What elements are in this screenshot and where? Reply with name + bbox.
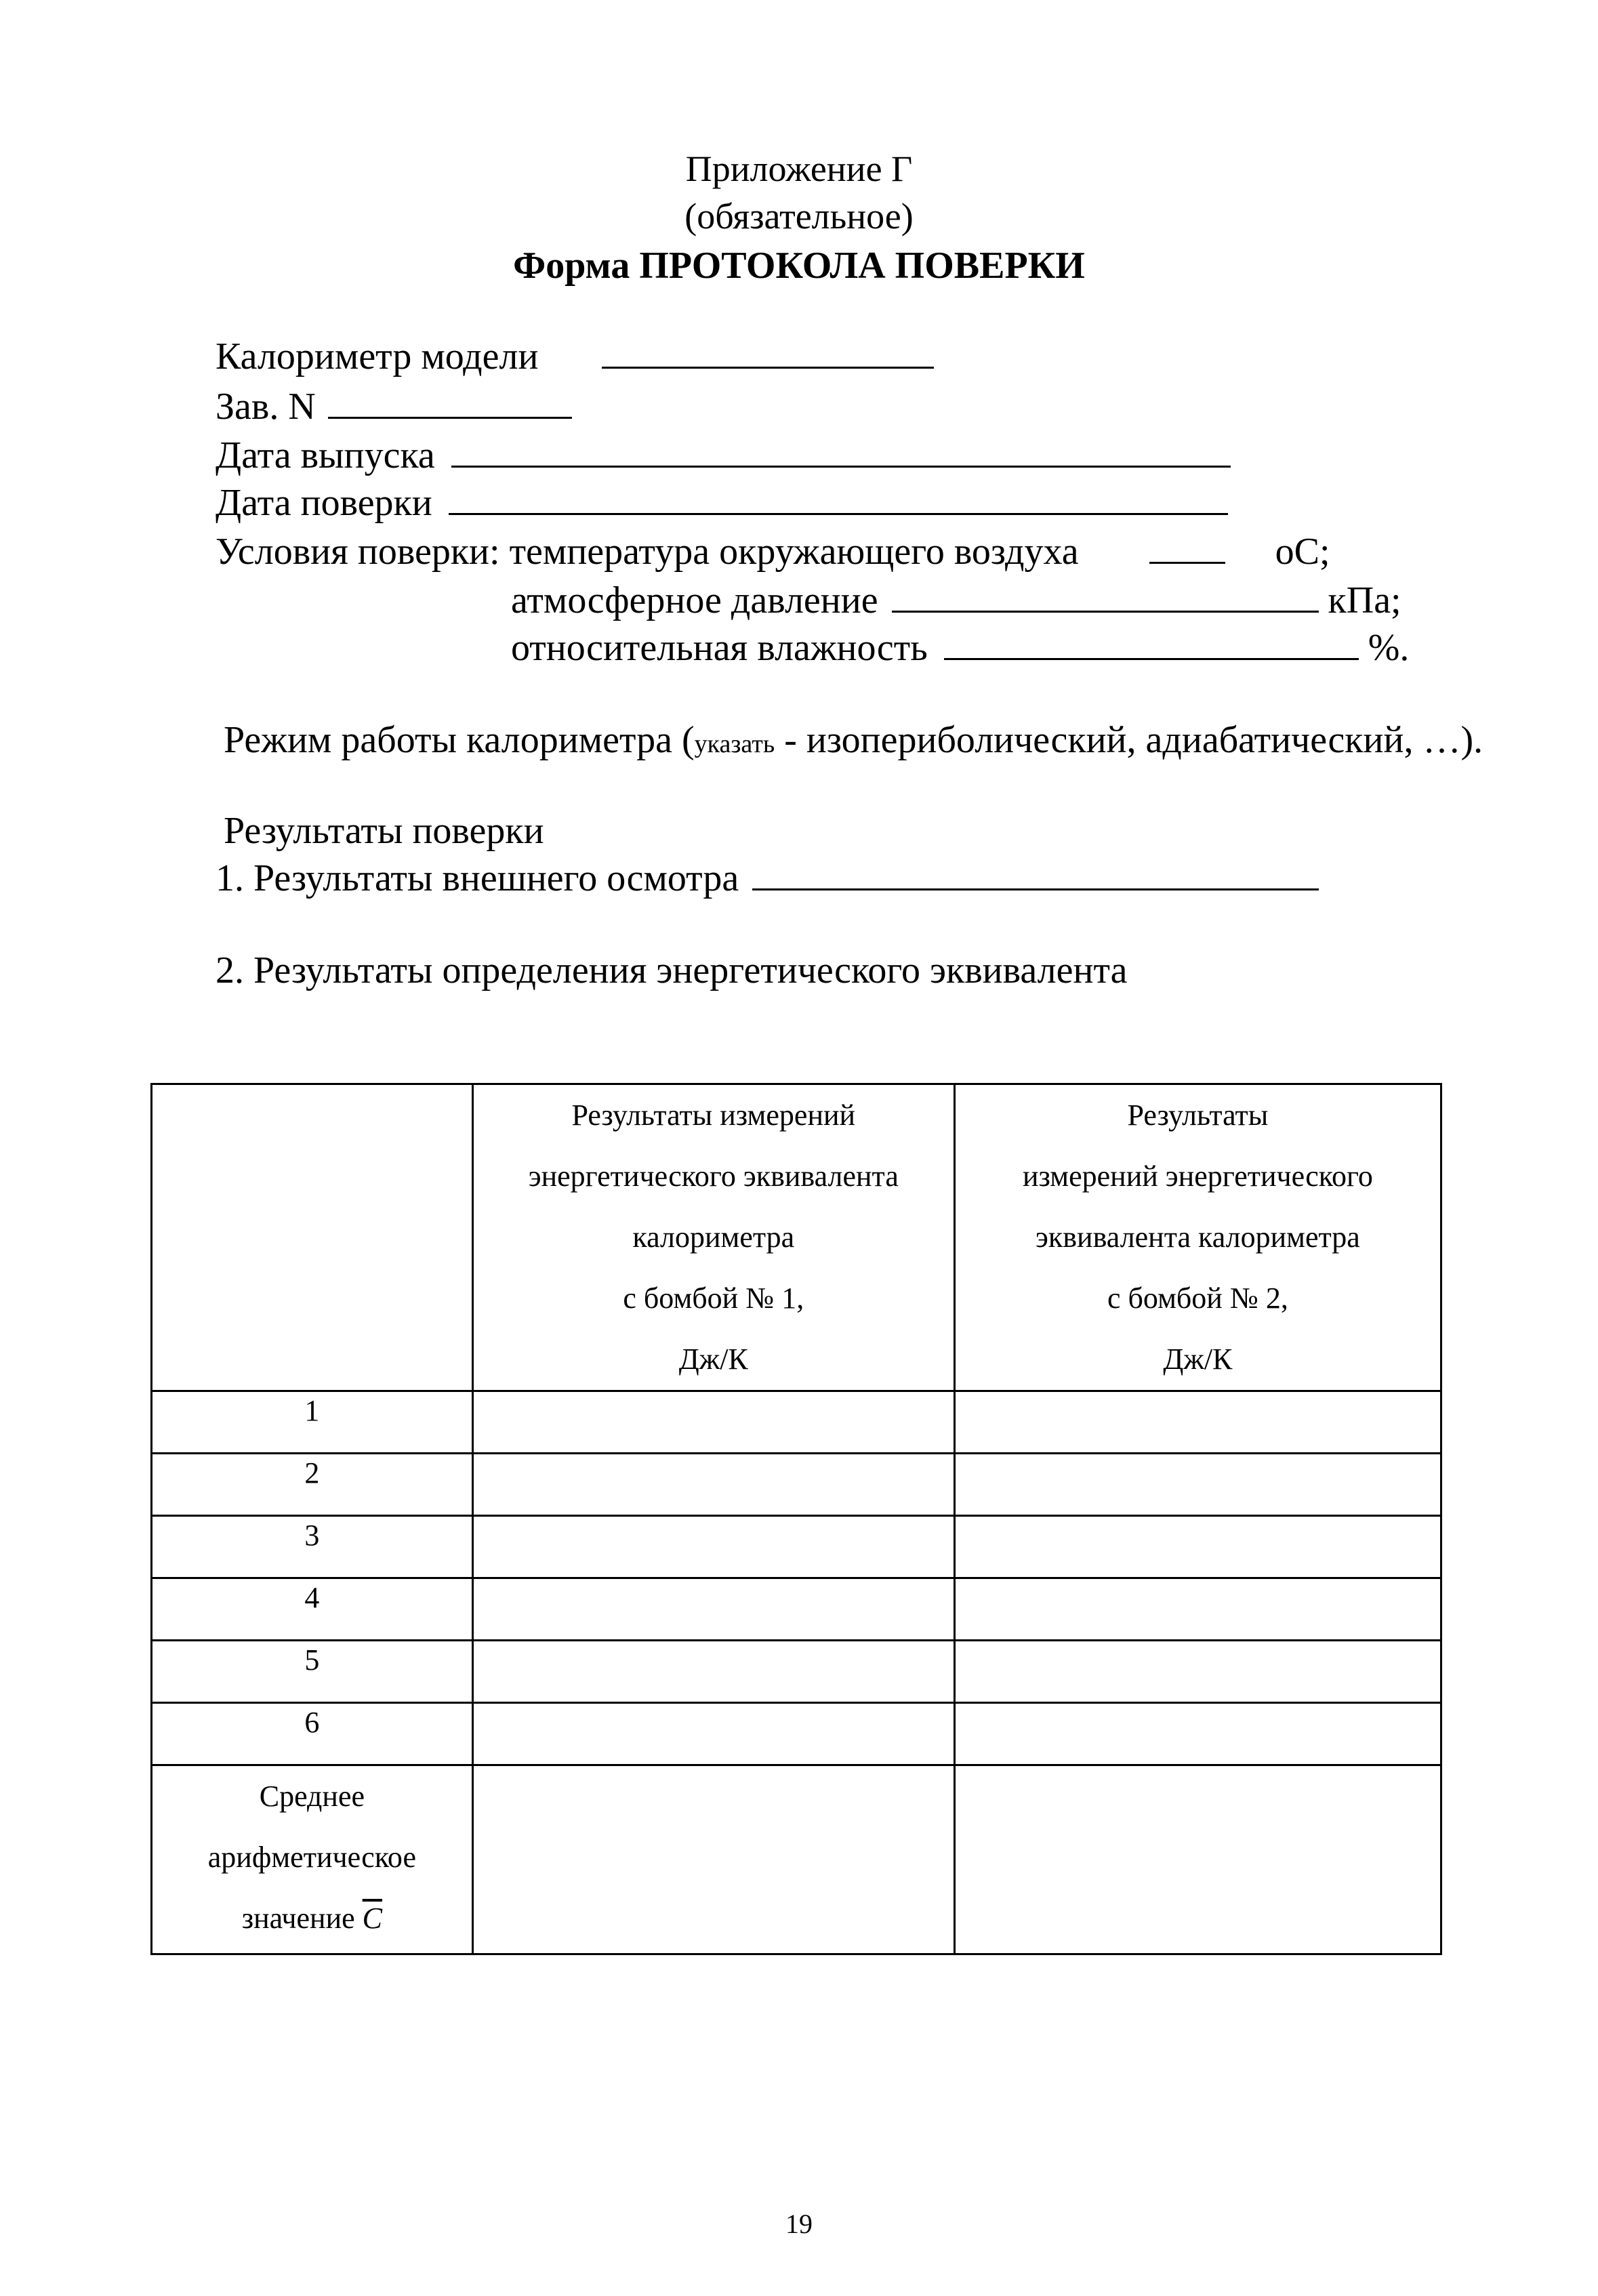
bomb-2-cell[interactable] bbox=[954, 1641, 1441, 1703]
bomb-1-cell[interactable] bbox=[472, 1703, 954, 1765]
row-number: 3 bbox=[152, 1516, 473, 1578]
results-item-2: 2. Результаты определения энергетического эквивалента bbox=[216, 949, 1128, 991]
check-date-label: Дата поверки bbox=[216, 482, 432, 524]
header-line: эквивалента калориметра bbox=[1036, 1221, 1360, 1254]
table-header-row bbox=[152, 1084, 1441, 1391]
bomb-1-average-cell[interactable] bbox=[472, 1765, 954, 1954]
model-field bbox=[216, 335, 934, 378]
release-date-label: Дата выпуска bbox=[216, 434, 435, 476]
mandatory-label: (обязательное) bbox=[684, 196, 914, 237]
humidity-blank[interactable] bbox=[944, 628, 1359, 660]
results-table bbox=[150, 1083, 1442, 1955]
bomb-2-cell[interactable] bbox=[954, 1578, 1441, 1641]
average-label-line: арифметическое bbox=[207, 1841, 416, 1874]
check-date-blank[interactable] bbox=[449, 483, 1228, 515]
average-label-text: значение bbox=[241, 1902, 363, 1935]
serial-label: Зав. N bbox=[216, 386, 316, 428]
bomb-2-cell[interactable] bbox=[954, 1703, 1441, 1765]
header-line: калориметра bbox=[632, 1221, 795, 1254]
temperature-blank[interactable] bbox=[1149, 532, 1225, 564]
table-row bbox=[152, 1703, 1441, 1765]
serial-field bbox=[216, 385, 572, 428]
header-line: Результаты bbox=[1127, 1099, 1269, 1132]
pressure-blank[interactable] bbox=[892, 581, 1319, 613]
bomb-1-cell[interactable] bbox=[472, 1454, 954, 1516]
bomb-1-cell[interactable] bbox=[472, 1391, 954, 1454]
humidity-field bbox=[511, 626, 1409, 670]
header-line: Дж/К bbox=[678, 1342, 748, 1376]
row-number: 6 bbox=[152, 1703, 473, 1765]
header-line: с бомбой № 2, bbox=[1107, 1282, 1288, 1315]
header-line: Результаты измерений bbox=[571, 1099, 856, 1132]
header-line: с бомбой № 1, bbox=[623, 1282, 804, 1315]
table-row bbox=[152, 1641, 1441, 1703]
bomb-1-cell[interactable] bbox=[472, 1578, 954, 1641]
release-date-blank[interactable] bbox=[451, 436, 1231, 468]
serial-blank[interactable] bbox=[328, 387, 572, 419]
conditions-field bbox=[216, 530, 1330, 573]
header-line: измерений энергетического bbox=[1022, 1160, 1373, 1193]
bomb-1-cell[interactable] bbox=[472, 1641, 954, 1703]
average-label-cell bbox=[152, 1765, 473, 1954]
mode-suffix: - изопериболический, адиабатический, …). bbox=[775, 719, 1483, 761]
bomb-2-cell[interactable] bbox=[954, 1454, 1441, 1516]
mode-line bbox=[224, 718, 1483, 762]
header-line: энергетического эквивалента bbox=[528, 1160, 899, 1193]
mean-symbol: $\overline{C}$ bbox=[362, 1902, 383, 1935]
header-empty-cell bbox=[152, 1084, 473, 1391]
appendix-label: Приложение Г bbox=[685, 148, 913, 189]
row-number: 4 bbox=[152, 1578, 473, 1641]
average-label-line: Среднее bbox=[259, 1780, 365, 1813]
average-label-line bbox=[152, 1888, 472, 1949]
average-row bbox=[152, 1765, 1441, 1954]
bomb-2-cell[interactable] bbox=[954, 1516, 1441, 1578]
table-row bbox=[152, 1454, 1441, 1516]
bomb-2-cell[interactable] bbox=[954, 1391, 1441, 1454]
check-date-field bbox=[216, 481, 1228, 525]
temperature-unit: оС; bbox=[1275, 531, 1330, 573]
row-number: 5 bbox=[152, 1641, 473, 1703]
document-title: Форма ПРОТОКОЛА ПОВЕРКИ bbox=[513, 245, 1085, 287]
header-bomb-2 bbox=[954, 1084, 1441, 1391]
release-date-field bbox=[216, 434, 1231, 477]
results-item-1 bbox=[216, 857, 1319, 900]
results-heading: Результаты поверки bbox=[224, 810, 544, 852]
table-row bbox=[152, 1578, 1441, 1641]
inspection-blank[interactable] bbox=[752, 859, 1319, 890]
conditions-label: Условия поверки: температура окружающего воздуха bbox=[216, 531, 1079, 573]
model-label: Калориметр модели bbox=[216, 335, 539, 377]
mode-prefix: Режим работы калориметра ( bbox=[224, 719, 695, 761]
pressure-unit: кПа; bbox=[1328, 579, 1401, 621]
results-item-1-label: 1. Результаты внешнего осмотра bbox=[216, 857, 739, 899]
humidity-label: относительная влажность bbox=[511, 627, 928, 669]
bomb-2-average-cell[interactable] bbox=[954, 1765, 1441, 1954]
pressure-field bbox=[511, 579, 1401, 622]
row-number: 2 bbox=[152, 1454, 473, 1516]
humidity-unit: %. bbox=[1368, 627, 1410, 669]
row-number: 1 bbox=[152, 1391, 473, 1454]
bomb-1-cell[interactable] bbox=[472, 1516, 954, 1578]
page-number: 19 bbox=[785, 2209, 813, 2239]
header-line: Дж/К bbox=[1163, 1342, 1233, 1376]
table-row bbox=[152, 1516, 1441, 1578]
table-row bbox=[152, 1391, 1441, 1454]
pressure-label: атмосферное давление bbox=[511, 579, 878, 621]
header-bomb-1 bbox=[472, 1084, 954, 1391]
model-blank[interactable] bbox=[602, 337, 934, 369]
mode-hint: указать bbox=[694, 730, 775, 758]
